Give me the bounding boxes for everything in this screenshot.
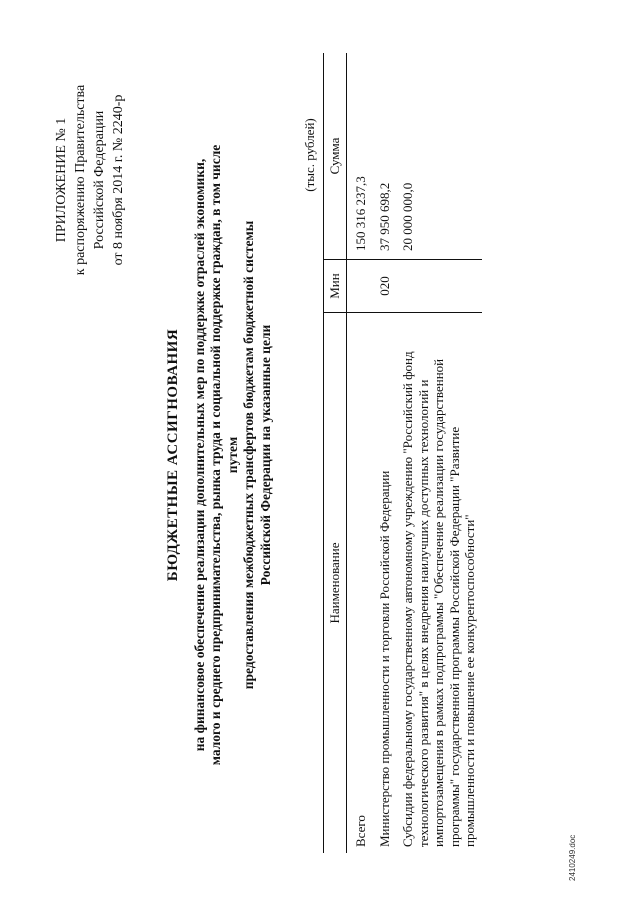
table-row — [396, 53, 482, 853]
file-code: 2410249.doc — [568, 834, 577, 881]
table-row — [373, 53, 397, 853]
appropriations-table — [323, 53, 482, 853]
title-line: на финансовое обеспечение реализации дополнительных мер по поддержке отраслей экономики, — [191, 158, 207, 752]
appendix-ref-line: Российской Федерации — [92, 110, 107, 250]
row-name-line: Субсидии федеральному государственному автономному учреждению "Российский фонд — [400, 351, 415, 847]
appendix-number: ПРИЛОЖЕНИЕ № 1 — [54, 117, 69, 243]
document-title — [165, 125, 274, 785]
row-min — [396, 260, 482, 313]
title-line: Российской Федерации на указанные цели — [257, 324, 273, 586]
row-name-line: технологического развития" в целях внедрения наилучших доступных технологий и — [415, 379, 431, 847]
units-label: (тыс. рублей) — [302, 118, 317, 192]
header-name: Наименование — [324, 313, 347, 854]
row-name-line: промышленности и повышение ее конкурентоспособности" — [462, 514, 477, 847]
title-line: предоставления межбюджетных трансфертов бюджетам бюджетной системы — [241, 220, 256, 690]
header-sum: Сумма — [324, 53, 347, 260]
row-name-line: программы" государственной программы Российской Федерации "Развитие — [446, 426, 462, 847]
table-header-row — [324, 53, 347, 853]
row-name: Всего — [353, 815, 368, 847]
row-min — [347, 260, 373, 313]
title-main: БЮДЖЕТНЫЕ АССИГНОВАНИЯ — [165, 328, 181, 582]
appendix-ref-line: к распоряжению Правительства — [73, 84, 88, 276]
table-row — [347, 53, 373, 853]
row-sum: 150 316 237,3 — [353, 176, 368, 251]
title-line: малого и среднего предпринимательства, рынка труда и социальной поддержке граждан, в том числе путем — [208, 144, 240, 766]
row-sum: 37 950 698,2 — [376, 182, 392, 251]
row-min: 020 — [373, 260, 397, 313]
row-name: Министерство промышленности и торговли Российской Федерации — [376, 470, 392, 847]
row-name-line: импортозамещения в рамках подпрограммы "Обеспечение реализации государственной — [431, 358, 446, 847]
appendix-header — [52, 30, 128, 330]
row-sum: 20 000 000,0 — [400, 182, 415, 251]
row-name — [396, 313, 482, 854]
appendix-date-line: от 8 ноября 2014 г. № 2240-р — [111, 94, 126, 266]
header-min: Мин — [324, 260, 347, 313]
